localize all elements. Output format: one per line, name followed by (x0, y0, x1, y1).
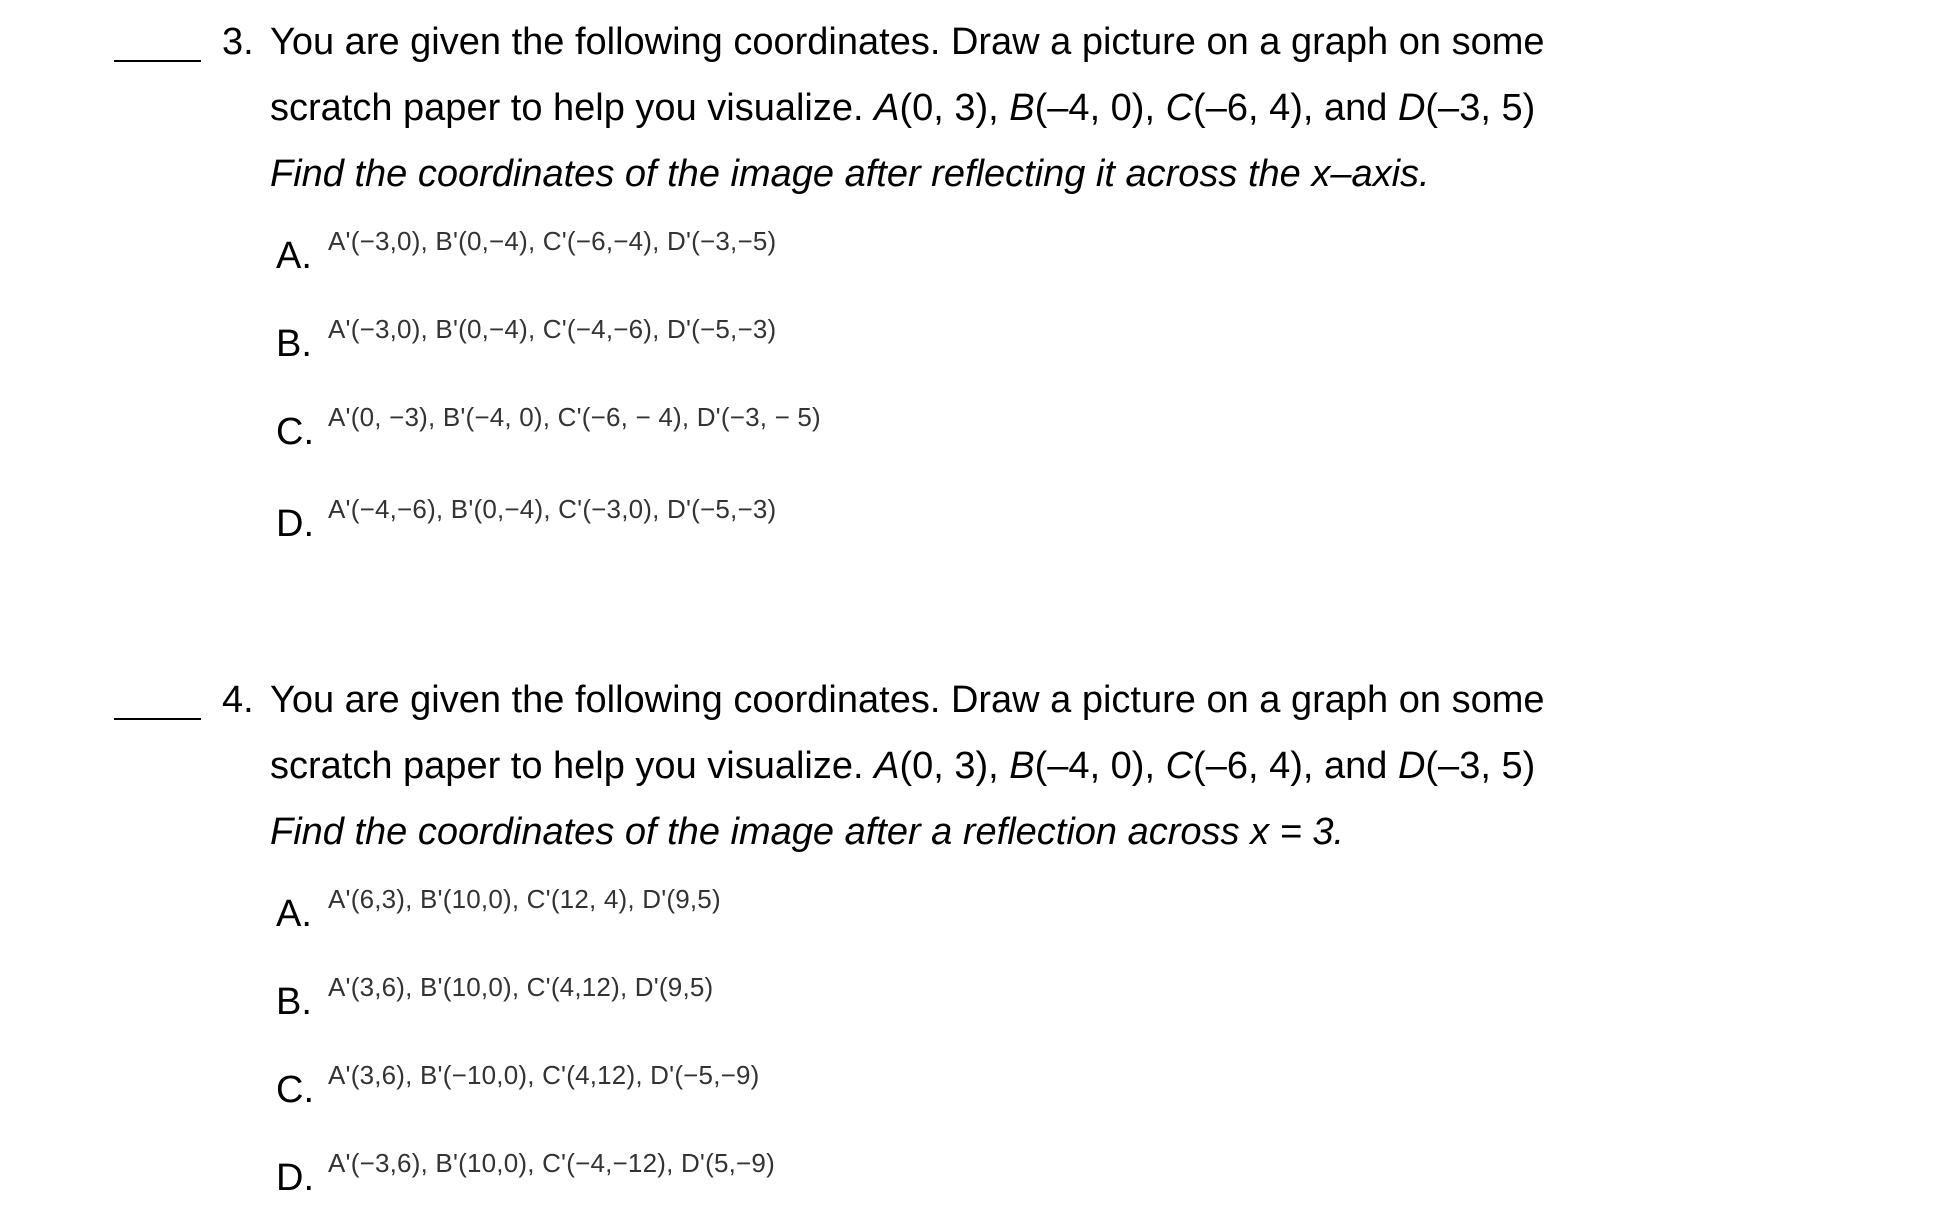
question-number: 3. (222, 21, 254, 63)
question-prompt-line-1: You are given the following coordinates. Draw a picture on a graph on some (270, 21, 1545, 63)
choice-letter[interactable]: D. (276, 503, 314, 545)
question-task: Find the coordinates of the image after a reflection across x = 3. (270, 811, 1345, 853)
choice-text[interactable]: A'(−3,0), B'(0,−4), C'(−6,−4), D'(−3,−5) (328, 226, 777, 256)
answer-blank[interactable] (114, 718, 201, 720)
choice-text[interactable]: A'(−4,−6), B'(0,−4), C'(−3,0), D'(−5,−3) (328, 494, 777, 524)
choice-letter[interactable]: A. (276, 235, 312, 277)
choice-text[interactable]: A'(0, −3), B'(−4, 0), C'(−6, − 4), D'(−3, − 5) (328, 402, 821, 432)
choice-text[interactable]: A'(3,6), B'(10,0), C'(4,12), D'(9,5) (328, 972, 714, 1002)
question-prompt-line-2: scratch paper to help you visualize. A(0, 3), B(–4, 0), C(–6, 4), and D(–3, 5) (270, 745, 1536, 787)
question-prompt-line-2: scratch paper to help you visualize. A(0, 3), B(–4, 0), C(–6, 4), and D(–3, 5) (270, 87, 1536, 129)
choice-text[interactable]: A'(−3,6), B'(10,0), C'(−4,−12), D'(5,−9) (328, 1148, 775, 1178)
choice-letter[interactable]: B. (276, 323, 312, 365)
choice-text[interactable]: A'(3,6), B'(−10,0), C'(4,12), D'(−5,−9) (328, 1060, 760, 1090)
choice-letter[interactable]: C. (276, 411, 314, 453)
choice-text[interactable]: A'(6,3), B'(10,0), C'(12, 4), D'(9,5) (328, 884, 721, 914)
answer-blank[interactable] (114, 60, 201, 62)
question-number: 4. (222, 679, 254, 721)
question-task: Find the coordinates of the image after reflecting it across the x–axis. (270, 153, 1430, 195)
choice-letter[interactable]: A. (276, 893, 312, 935)
question-prompt-line-1: You are given the following coordinates. Draw a picture on a graph on some (270, 679, 1545, 721)
choice-letter[interactable]: B. (276, 981, 312, 1023)
choice-letter[interactable]: C. (276, 1069, 314, 1111)
choice-text[interactable]: A'(−3,0), B'(0,−4), C'(−4,−6), D'(−5,−3) (328, 314, 777, 344)
choice-letter[interactable]: D. (276, 1157, 314, 1199)
